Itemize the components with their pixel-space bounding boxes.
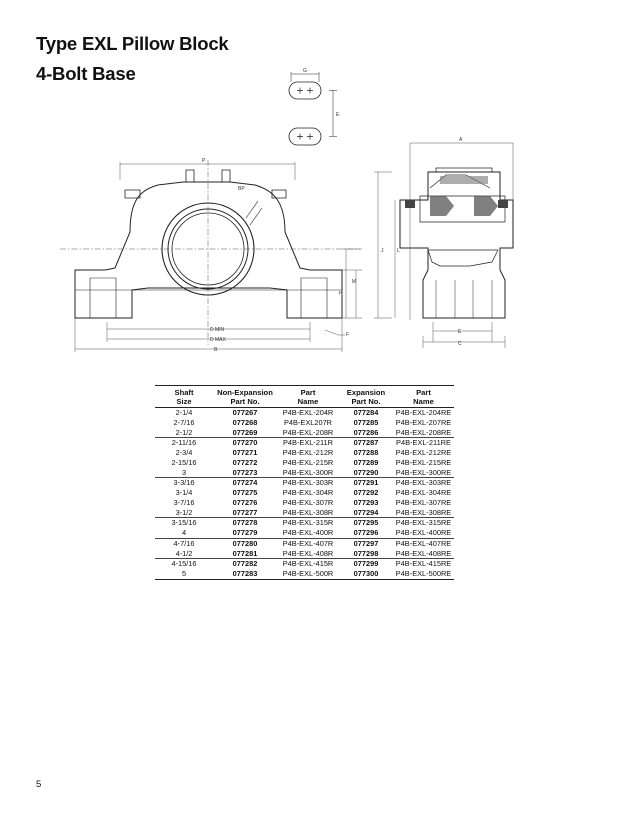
table-row — [155, 488, 454, 498]
part-name-cell: P4B-EXL-204R — [282, 408, 334, 418]
expansion-part-no-cell: 077289 — [353, 457, 379, 467]
table-row — [155, 538, 454, 548]
expansion-part-name-cell: P4B-EXL-415RE — [393, 559, 454, 569]
expansion-part-name-cell: P4B-EXL-500RE — [395, 569, 452, 579]
dim-label-b: B — [214, 347, 218, 353]
header-expansion-part-no: Expansion Part No. — [339, 386, 393, 408]
part-name-cell: P4B-EXL-308R — [282, 507, 334, 517]
non-expansion-part-no-cell: 077275 — [232, 488, 258, 498]
expansion-part-name-cell: P4B-EXL-211RE — [393, 438, 454, 448]
expansion-part-no-cell: 077300 — [353, 569, 379, 579]
expansion-part-name-cell: P4B-EXL-212RE — [395, 448, 452, 458]
side-view — [400, 168, 513, 318]
shaft-size-cell: 3-7/16 — [173, 497, 195, 507]
shaft-size-cell: 2-1/4 — [175, 408, 193, 418]
shaft-size-cell: 4 — [181, 528, 187, 538]
table-row — [155, 448, 454, 458]
shaft-size-cell: 4-1/2 — [175, 548, 193, 558]
table-row — [155, 528, 454, 538]
shaft-size-cell: 2-1/2 — [175, 427, 193, 437]
expansion-part-no-cell: 077284 — [353, 408, 379, 418]
expansion-part-no-cell: 077290 — [353, 467, 379, 477]
expansion-part-no-cell: 077285 — [353, 417, 379, 427]
dim-label-m: M — [352, 279, 357, 285]
shaft-size-cell: 2-7/16 — [173, 417, 195, 427]
header-shaft-size: Shaft Size — [155, 386, 213, 408]
table-row — [155, 468, 454, 478]
table-row — [155, 478, 454, 488]
expansion-part-no-cell: 077286 — [353, 427, 379, 437]
non-expansion-part-no-cell: 077272 — [232, 457, 258, 467]
expansion-part-name-cell: P4B-EXL-304RE — [395, 488, 452, 498]
pillow-block-drawing — [0, 0, 638, 370]
expansion-part-name-cell: P4B-EXL-303RE — [393, 478, 454, 488]
non-expansion-part-no-cell: 077279 — [232, 528, 258, 538]
header-expansion-part-name: Part Name — [393, 386, 454, 408]
dim-label-p: P — [202, 158, 206, 164]
dim-label-d-min: D MIN — [210, 327, 225, 333]
part-name-cell: P4B-EXL-212R — [282, 448, 334, 458]
bolt-slot-upper — [289, 82, 321, 99]
non-expansion-part-no-cell: 077277 — [232, 507, 258, 517]
expansion-part-no-cell: 077288 — [353, 448, 379, 458]
parts-table-body — [155, 408, 454, 580]
expansion-part-no-cell: 077287 — [339, 438, 393, 448]
part-name-cell: P4B-EXL-303R — [277, 478, 339, 488]
part-name-cell: P4B-EXL-415R — [277, 559, 339, 569]
non-expansion-part-no-cell: 077271 — [232, 448, 258, 458]
table-row — [155, 428, 454, 438]
non-expansion-part-no-cell: 077274 — [213, 478, 277, 488]
dim-label-h: H — [339, 291, 343, 297]
header-part-name: Part Name — [277, 386, 339, 408]
shaft-size-cell: 2-3/4 — [175, 448, 193, 458]
expansion-part-name-cell: P4B-EXL-315RE — [393, 518, 454, 528]
shaft-size-cell: 3-15/16 — [155, 518, 213, 528]
dim-label-e-side: E — [458, 329, 462, 335]
shaft-size-cell: 4-7/16 — [155, 538, 213, 548]
part-name-cell: P4B-EXL-215R — [282, 457, 334, 467]
shaft-size-cell: 2-15/16 — [171, 457, 197, 467]
table-row — [155, 408, 454, 418]
expansion-part-name-cell: P4B-EXL-408RE — [395, 548, 452, 558]
expansion-part-name-cell: P4B-EXL-215RE — [395, 457, 452, 467]
shaft-size-cell: 3-1/2 — [175, 507, 193, 517]
page-title: Type EXL Pillow Block — [36, 33, 229, 54]
shaft-size-cell: 3-1/4 — [175, 488, 193, 498]
expansion-part-no-cell: 077296 — [353, 528, 379, 538]
expansion-part-name-cell: P4B-EXL-208RE — [395, 427, 452, 437]
table-row — [155, 508, 454, 518]
dim-label-f: F — [346, 332, 350, 338]
non-expansion-part-no-cell: 077269 — [232, 427, 258, 437]
part-name-cell: P4B-EXL-407R — [277, 538, 339, 548]
dim-label-e: E — [336, 112, 340, 118]
page-number: 5 — [36, 779, 42, 790]
dim-label-a: A — [459, 137, 463, 143]
expansion-part-name-cell: P4B-EXL-204RE — [395, 408, 452, 418]
bolt-slot-lower — [289, 128, 321, 145]
non-expansion-part-no-cell: 077283 — [232, 569, 258, 579]
table-row — [155, 418, 454, 428]
dim-label-bp: BP — [238, 186, 245, 192]
page-subtitle: 4-Bolt Base — [36, 63, 136, 84]
shaft-size-cell: 4-15/16 — [155, 559, 213, 569]
table-row — [155, 559, 454, 569]
expansion-part-name-cell: P4B-EXL-400RE — [395, 528, 452, 538]
expansion-part-name-cell: P4B-EXL-308RE — [395, 507, 452, 517]
shaft-size-cell: 3-3/16 — [155, 478, 213, 488]
part-name-cell: P4B-EXL-211R — [277, 438, 339, 448]
non-expansion-part-no-cell: 077267 — [232, 408, 258, 418]
expansion-part-no-cell: 077293 — [353, 497, 379, 507]
expansion-part-no-cell: 077295 — [339, 518, 393, 528]
expansion-part-name-cell: P4B-EXL-307RE — [395, 497, 452, 507]
non-expansion-part-no-cell: 077281 — [232, 548, 258, 558]
part-name-cell: P4B-EXL-307R — [282, 497, 334, 507]
part-name-cell: P4B-EXL-208R — [282, 427, 334, 437]
expansion-part-no-cell: 077294 — [353, 507, 379, 517]
dim-label-c: C — [458, 341, 462, 347]
part-name-cell: P4B-EXL-408R — [282, 548, 334, 558]
non-expansion-part-no-cell: 077276 — [232, 497, 258, 507]
non-expansion-part-no-cell: 077270 — [213, 438, 277, 448]
table-row — [155, 498, 454, 508]
expansion-part-no-cell: 077299 — [339, 559, 393, 569]
non-expansion-part-no-cell: 077280 — [213, 538, 277, 548]
part-name-cell: P4B-EXL207R — [283, 417, 333, 427]
expansion-part-no-cell: 077297 — [339, 538, 393, 548]
dim-label-l: L — [397, 248, 400, 254]
table-row — [155, 458, 454, 468]
front-view — [75, 170, 342, 318]
table-row — [155, 569, 454, 579]
expansion-part-no-cell: 077292 — [353, 488, 379, 498]
parts-table-header — [155, 386, 454, 408]
non-expansion-part-no-cell: 077278 — [213, 518, 277, 528]
non-expansion-part-no-cell: 077282 — [213, 559, 277, 569]
part-name-cell: P4B-EXL-304R — [282, 488, 334, 498]
dim-label-d-max: D MAX — [210, 337, 226, 343]
table-row — [155, 518, 454, 528]
expansion-part-name-cell: P4B-EXL-207RE — [395, 417, 452, 427]
shaft-size-cell: 2-11/16 — [155, 438, 213, 448]
parts-table — [155, 385, 454, 580]
expansion-part-no-cell: 077298 — [353, 548, 379, 558]
expansion-part-no-cell: 077291 — [339, 478, 393, 488]
non-expansion-part-no-cell: 077268 — [232, 417, 258, 427]
header-non-expansion-part-no: Non-Expansion Part No. — [213, 386, 277, 408]
dim-label-g: G — [303, 68, 307, 74]
part-name-cell: P4B-EXL-500R — [282, 569, 334, 579]
expansion-part-name-cell: P4B-EXL-407RE — [393, 538, 454, 548]
shaft-size-cell: 3 — [181, 467, 187, 477]
table-row — [155, 438, 454, 448]
part-name-cell: P4B-EXL-315R — [277, 518, 339, 528]
table-row — [155, 549, 454, 559]
shaft-size-cell: 5 — [181, 569, 187, 579]
expansion-part-name-cell: P4B-EXL-300RE — [395, 467, 452, 477]
non-expansion-part-no-cell: 077273 — [232, 467, 258, 477]
dim-label-j: J — [381, 248, 384, 254]
part-name-cell: P4B-EXL-400R — [282, 528, 334, 538]
part-name-cell: P4B-EXL-300R — [282, 467, 334, 477]
